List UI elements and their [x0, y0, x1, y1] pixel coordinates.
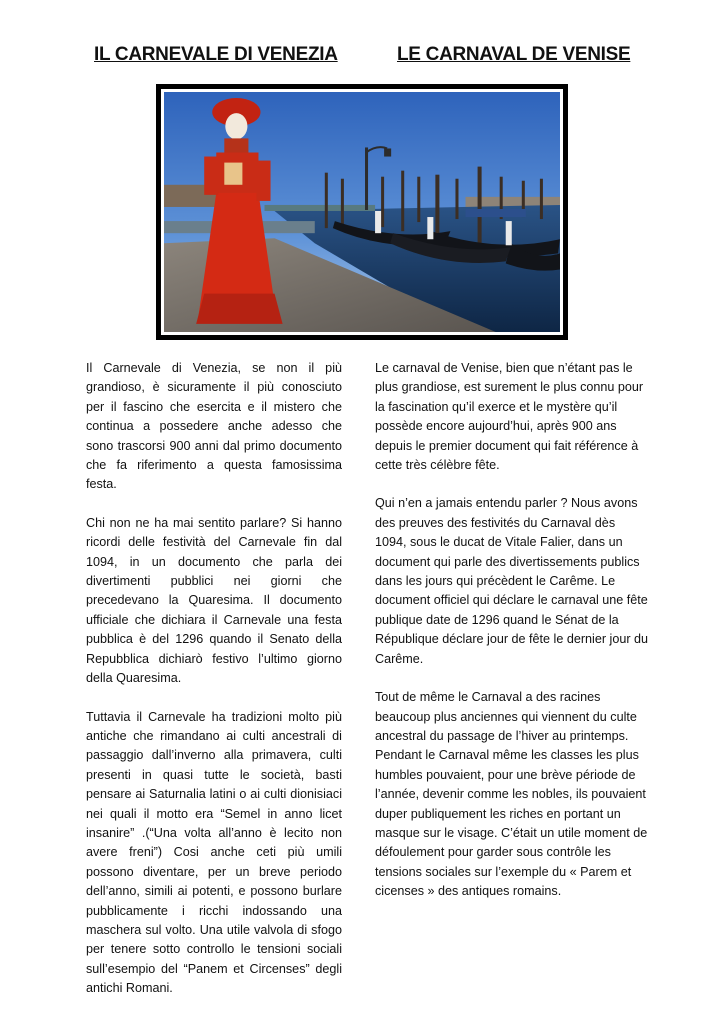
french-paragraph-2: Qui n’en a jamais entendu parler ? Nous avons des preuves des festivités du Carnaval dès 1094, sous le ducat de Vitale Falier, dans un document qui parle des divertissements publics dans les jours qui précèdent le Carême. Le document officiel qui déclare le carnaval une fête publique date de 1296 quand le Sénat de la République déclare jour de fête le dernier jour du Carême. [375, 496, 649, 666]
title-french: LE CARNAVAL DE VENISE [397, 44, 631, 65]
french-paragraph-3: Tout de même le Carnaval a des racines beaucoup plus anciennes qui viennent du culte ancestral du passage de l’hiver au printemps. Pendant le Carnaval même les classes les plus humbles pouvaient, pour une brève période de l’année, devenir comme les nobles, ils pouvaient duper publiquement les riches en portant un masque sur le visage. C’était un utile moment de défoulement pour garder sous contrôle les tensions sociales sur l’exemple du « Parem et cicenses » des antiques romains. [375, 690, 648, 899]
lamp-post [365, 147, 368, 210]
french-paragraph-1: Le carnaval de Venise, bien que n’étant pas le plus grandiose, est surement le plus connu pour la fascination qu’il exerce et le mystère qu’il possède encore aujourd’hui, après 900 ans depuis le premier document qui fait référence à cette très célèbre fête. [375, 361, 644, 473]
title-italian: IL CARNEVALE DI VENEZIA [94, 44, 338, 65]
italian-paragraph-2: Chi non ne ha mai sentito parlare? Si hanno ricordi delle festività del Carnevale fin dal 1094, in un documento che parla dei divertimenti pubblici nei giorni che precedevano la Quaresima. Il documento ufficiale che dichiara il Carnevale una festa pubblica è del 1296 quando il Senato della Repubblica dichiarò festivo l’ultimo giorno della Quaresima. [86, 515, 342, 686]
italian-paragraph-3: Tuttavia il Carnevale ha tradizioni molto più antiche che rimandano ai culti ancestrali di passaggio dall’inverno alla primavera, culti presenti in quasi tutte le società, basti pensare ai Saturnalia latini o ai culti dionisiaci nei quali il motto era “Semel in anno licet insanire” .(“Una volta all’anno è lecito non avere freni”) Cosi anche ceti più umili possono diventare, per un breve periodo dell’anno, simili ai potenti, e possono burlare pubblicamente i ricchi indossando una maschera sul volto. Una utile valvola di sfogo per tenere sotto controllo le tensioni sociali sull’esempio del “Panem et Circenses” degli antichi Romani. [86, 709, 342, 996]
italian-column [86, 359, 342, 1018]
italian-paragraph-1: Il Carnevale di Venezia, se non il più grandioso, è sicuramente il più conosciuto per il fascino che esercita e il mistero che continua a possedere anche adesso che sono trascorsi 900 anni dal primo documento che fa riferimento a questa famosissima festa. [86, 361, 342, 492]
photo-frame [156, 84, 568, 340]
french-column [375, 359, 650, 921]
carnival-photo [161, 89, 563, 335]
carnival-photo-illustration [164, 92, 560, 332]
